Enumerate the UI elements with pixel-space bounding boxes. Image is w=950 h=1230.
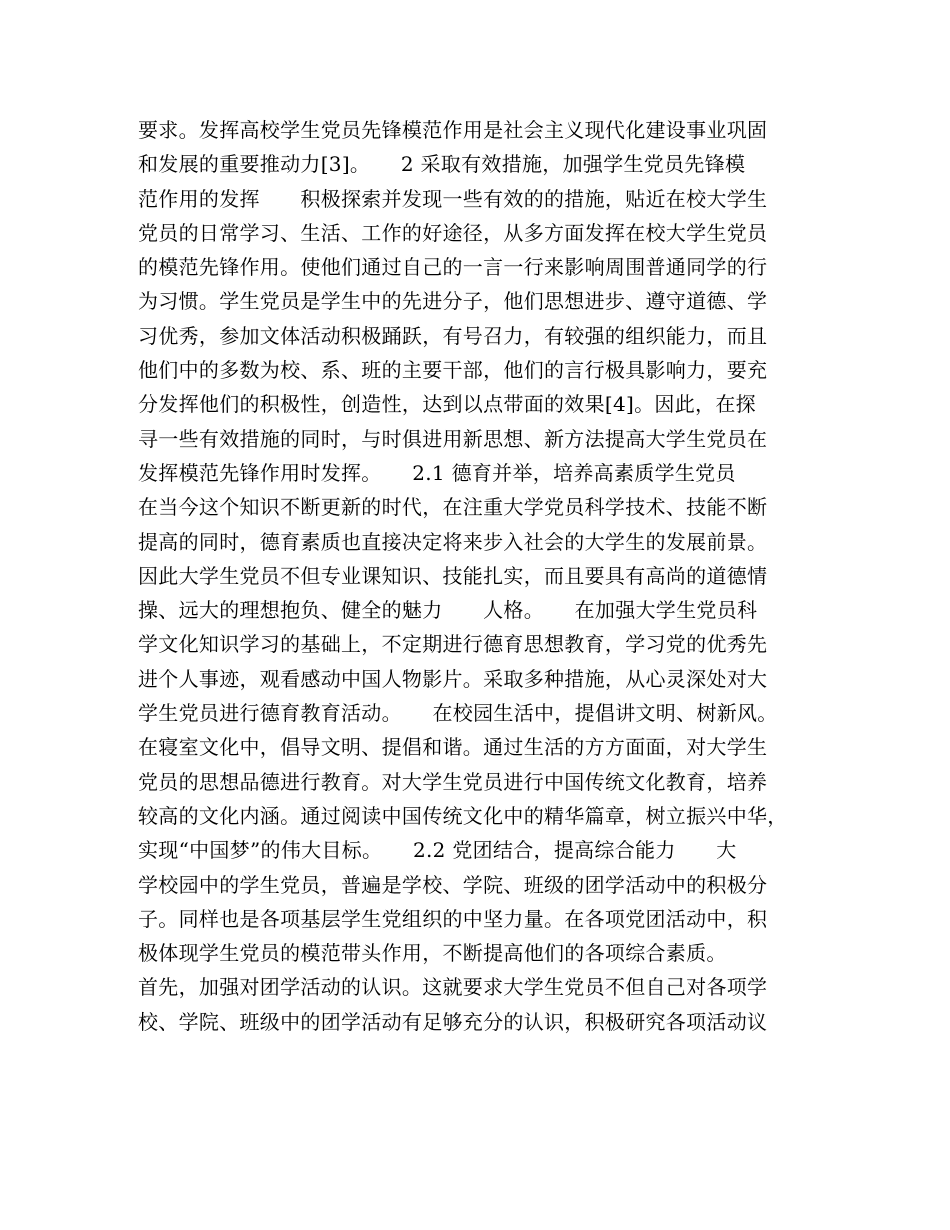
text-line: 寻一些有效措施的同时，与时俱进用新思想、新方法提高大学生党员在 bbox=[138, 426, 768, 451]
text-line: 分发挥他们的积极性，创造性，达到以点带面的效果[4]。因此，在探 bbox=[138, 392, 756, 417]
text-line: 因此大学生党员不但专业课知识、技能扎实，而且要具有高尚的道德情 bbox=[138, 563, 768, 588]
text-line: 学生党员进行德育教育活动。 在校园生活中，提倡讲文明、树新风。 bbox=[138, 701, 778, 726]
text-line: 学校园中的学生党员，普遍是学校、学院、班级的团学活动中的积极分 bbox=[138, 872, 768, 897]
text-line: 极体现学生党员的模范带头作用，不断提高他们的各项综合素质。 bbox=[138, 941, 727, 966]
text-line: 和发展的重要推动力[3]。 2 采取有效措施，加强学生党员先锋模 bbox=[138, 152, 746, 177]
text-line: 首先，加强对团学活动的认识。这就要求大学生党员不但自己对各项学 bbox=[138, 975, 768, 1000]
text-line: 在当今这个知识不断更新的时代，在注重大学党员科学技术、技能不断 bbox=[138, 495, 768, 520]
text-line: 为习惯。学生党员是学生中的先进分子，他们思想进步、遵守道德、学 bbox=[138, 289, 768, 314]
text-line: 较高的文化内涵。通过阅读中国传统文化中的精华篇章，树立振兴中华， bbox=[138, 803, 788, 828]
text-line: 他们中的多数为校、系、班的主要干部，他们的言行极具影响力，要充 bbox=[138, 358, 768, 383]
text-line: 提高的同时，德育素质也直接决定将来步入社会的大学生的发展前景。 bbox=[138, 529, 768, 554]
body-text bbox=[138, 113, 828, 1039]
text-line: 习优秀，参加文体活动积极踊跃，有号召力，有较强的组织能力，而且 bbox=[138, 323, 768, 348]
text-line: 的模范先锋作用。使他们通过自己的一言一行来影响周围普通同学的行 bbox=[138, 255, 768, 280]
text-line: 实现“中国梦”的伟大目标。 2.2 党团结合，提高综合能力 大 bbox=[138, 838, 737, 863]
text-line: 在寝室文化中，倡导文明、提倡和谐。通过生活的方方面面，对大学生 bbox=[138, 735, 768, 760]
text-line: 范作用的发挥 积极探索并发现一些有效的的措施，贴近在校大学生 bbox=[138, 186, 768, 211]
text-line: 要求。发挥高校学生党员先锋模范作用是社会主义现代化建设事业巩固 bbox=[138, 118, 768, 142]
text-line: 学文化知识学习的基础上，不定期进行德育思想教育，学习党的优秀先 bbox=[138, 632, 768, 657]
text-line: 进个人事迹，观看感动中国人物影片。采取多种措施，从心灵深处对大 bbox=[138, 666, 768, 691]
text-line: 党员的思想品德进行教育。对大学生党员进行中国传统文化教育，培养 bbox=[138, 769, 768, 794]
text-line: 子。同样也是各项基层学生党组织的中坚力量。在各项党团活动中，积 bbox=[138, 906, 768, 931]
text-line: 校、学院、班级中的团学活动有足够充分的认识，积极研究各项活动议 bbox=[138, 1009, 768, 1034]
text-line: 操、远大的理想抱负、健全的魅力 人格。 在加强大学生党员科 bbox=[138, 598, 758, 623]
text-line: 发挥模范先锋作用时发挥。 2.1 德育并举，培养高素质学生党员 bbox=[138, 460, 736, 485]
text-line: 党员的日常学习、生活、工作的好途径，从多方面发挥在校大学生党员 bbox=[138, 220, 768, 245]
